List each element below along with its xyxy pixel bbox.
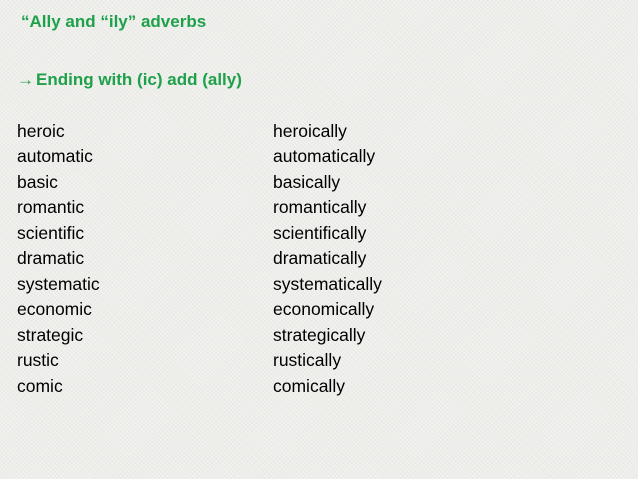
- base-word: comic: [17, 375, 63, 396]
- arrow-right-icon: →: [17, 70, 34, 89]
- adverb-word: scientifically: [273, 222, 367, 243]
- word-row: [17, 118, 437, 144]
- slide-subtitle: [17, 68, 242, 92]
- slide-title: “Ally and “ily” adverbs: [21, 12, 207, 31]
- base-word: systematic: [17, 273, 100, 294]
- word-row: [17, 322, 437, 348]
- word-row: [17, 373, 437, 399]
- adverb-word: comically: [273, 375, 345, 396]
- base-word: rustic: [17, 350, 59, 371]
- base-word: heroic: [17, 120, 65, 141]
- word-row: [17, 220, 437, 246]
- subtitle-text: Ending with (ic) add (ally): [36, 70, 242, 89]
- adverb-word: strategically: [273, 324, 366, 345]
- base-word: economic: [17, 299, 92, 320]
- adverb-word: basically: [273, 171, 341, 192]
- word-row: [17, 169, 437, 195]
- base-word: basic: [17, 171, 58, 192]
- word-list: [17, 118, 437, 399]
- word-row: [17, 348, 437, 374]
- adverb-word: systematically: [273, 273, 382, 294]
- base-word: automatic: [17, 146, 93, 167]
- word-row: [17, 246, 437, 272]
- base-word: strategic: [17, 324, 84, 345]
- base-word: scientific: [17, 222, 85, 243]
- word-row: [17, 195, 437, 221]
- word-row: [17, 297, 437, 323]
- adverb-word: automatically: [273, 146, 376, 167]
- adverb-word: economically: [273, 299, 375, 320]
- base-word: dramatic: [17, 248, 85, 269]
- base-word: romantic: [17, 197, 85, 218]
- word-row: [17, 144, 437, 170]
- adverb-word: dramatically: [273, 248, 367, 269]
- adverb-word: romantically: [273, 197, 367, 218]
- adverb-word: rustically: [273, 350, 342, 371]
- word-row: [17, 271, 437, 297]
- adverb-word: heroically: [273, 120, 347, 141]
